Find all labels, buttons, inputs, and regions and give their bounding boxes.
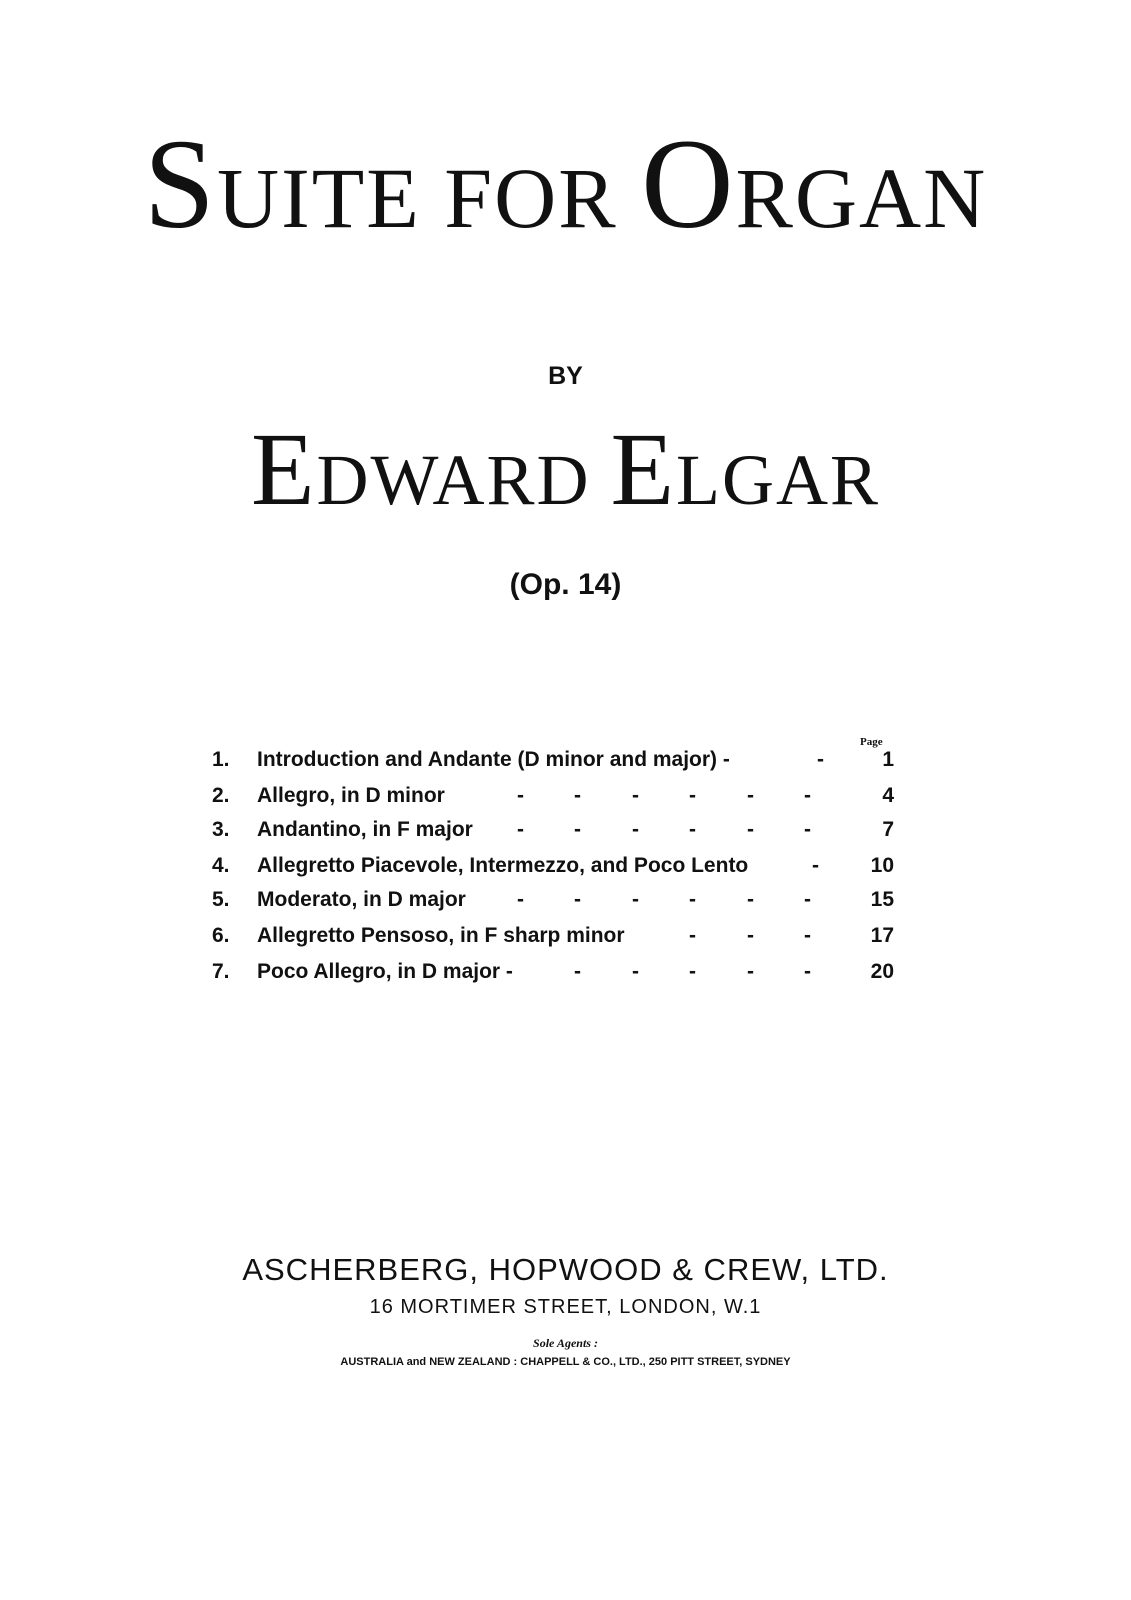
toc-number: 3. [212, 818, 230, 841]
toc-number: 6. [212, 924, 230, 947]
toc-row: 2. Allegro, in D minor - - - - - - 4 [212, 784, 894, 807]
toc-row: 4. Allegretto Piacevole, Intermezzo, and Poco Lento - 10 [212, 854, 894, 877]
sole-agents-line: AUSTRALIA and NEW ZEALAND : CHAPPELL & CO., LTD., 250 PITT STREET, SYDNEY [340, 1356, 791, 1368]
work-title: SUITE FOR ORGAN [143, 113, 988, 255]
toc-number: 4. [212, 854, 230, 877]
toc-page: 1 [882, 748, 894, 771]
toc-number: 5. [212, 888, 230, 911]
toc-row: 5. Moderato, in D major - - - - - - 15 [212, 888, 894, 911]
toc-title: Poco Allegro, in D major - [257, 960, 513, 983]
page-column-header: Page [860, 736, 883, 748]
publisher-address: 16 MORTIMER STREET, LONDON, W.1 [369, 1296, 762, 1318]
toc-row: 3. Andantino, in F major - - - - - - 7 [212, 818, 894, 841]
opus-number: (Op. 14) [509, 568, 622, 601]
toc-number: 7. [212, 960, 230, 983]
toc-number: 2. [212, 784, 230, 807]
toc-row: 1. Introduction and Andante (D minor and major) - - 1 [212, 748, 894, 771]
composer-name: EDWARD ELGAR [250, 412, 881, 527]
by-line: BY [548, 362, 583, 390]
toc-page: 20 [870, 960, 894, 983]
toc-title: Introduction and Andante (D minor and major) - [257, 748, 730, 771]
toc-title: Allegretto Piacevole, Intermezzo, and Poco Lento [257, 854, 749, 877]
publisher-name: ASCHERBERG, HOPWOOD & CREW, LTD. [242, 1252, 889, 1287]
toc-page: 17 [870, 924, 894, 947]
toc-page: 10 [870, 854, 894, 877]
toc-page: 7 [882, 818, 894, 841]
toc-title: Allegretto Pensoso, in F sharp minor [257, 924, 625, 947]
toc-row: 7. Poco Allegro, in D major - - - - - - 20 [212, 960, 894, 983]
toc-title: Moderato, in D major [257, 888, 466, 911]
toc-row: 6. Allegretto Pensoso, in F sharp minor - - - 17 [212, 924, 894, 947]
toc-page: 4 [882, 784, 894, 807]
toc-number: 1. [212, 748, 230, 771]
toc-title: Andantino, in F major [257, 818, 473, 841]
toc-title: Allegro, in D minor [257, 784, 445, 807]
sole-agents-label: Sole Agents : [533, 1336, 598, 1350]
toc-page: 15 [870, 888, 894, 911]
